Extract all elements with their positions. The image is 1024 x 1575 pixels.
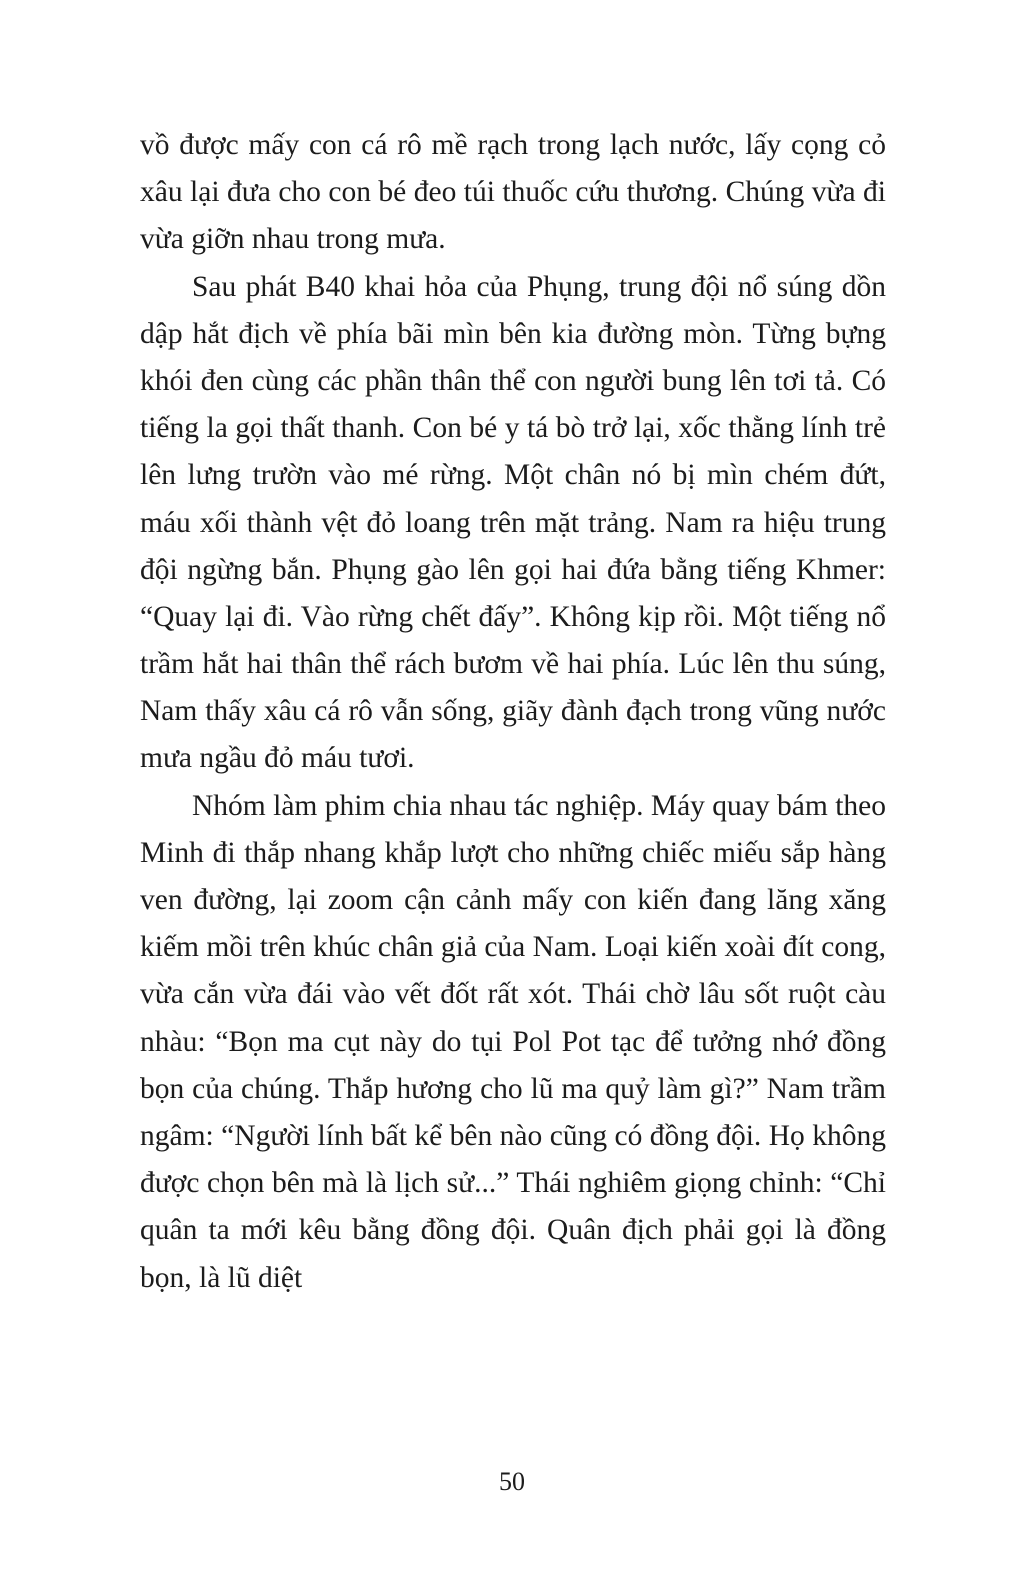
text-paragraph: Nhóm làm phim chia nhau tác nghiệp. Máy quay bám theo Minh đi thắp nhang khắp lượt cho những chiếc miếu sắp hàng ven đường, lại zoom cận cảnh mấy con kiến đang lăng xăng kiếm mồi trên khúc chân giả của Nam. Loại kiến xoài đít cong, vừa cắn vừa đái vào vết đốt rất xót. Thái chờ lâu sốt ruột càu nhàu: “Bọn ma cụt này do tụi Pol Pot tạc để tưởng nhớ đồng bọn của chúng. Thắp hương cho lũ ma quỷ làm gì?” Nam trầm ngâm: “Người lính bất kể bên nào cũng có đồng đội. Họ không được chọn bên mà là lịch sử...” Thái nghiêm giọng chỉnh: “Chỉ quân ta mới kêu bằng đồng đội. Quân địch phải gọi là đồng bọn, là lũ diệt (140, 789, 886, 1294)
page-number: 50 (499, 1467, 525, 1496)
page-text-block (140, 122, 886, 1302)
text-paragraph: vồ được mấy con cá rô mề rạch trong lạch nước, lấy cọng cỏ xâu lại đưa cho con bé đeo túi thuốc cứu thương. Chúng vừa đi vừa giỡn nhau trong mưa. (140, 129, 886, 256)
text-paragraph: Sau phát B40 khai hỏa của Phụng, trung đội nổ súng dồn dập hắt địch về phía bãi mìn bên kia đường mòn. Từng bựng khói đen cùng các phần thân thể con người bung lên tơi tả. Có tiếng la gọi thất thanh. Con bé y tá bò trở lại, xốc thằng lính trẻ lên lưng trườn vào mé rừng. Một chân nó bị mìn chém đứt, máu xối thành vệt đỏ loang trên mặt trảng. Nam ra hiệu trung đội ngừng bắn. Phụng gào lên gọi hai đứa bằng tiếng Khmer: “Quay lại đi. Vào rừng chết đấy”. Không kịp rồi. Một tiếng nổ trầm hắt hai thân thể rách bươm về hai phía. Lúc lên thu súng, Nam thấy xâu cá rô vẫn sống, giãy đành đạch trong vũng nước mưa ngầu đỏ máu tươi. (140, 270, 886, 775)
